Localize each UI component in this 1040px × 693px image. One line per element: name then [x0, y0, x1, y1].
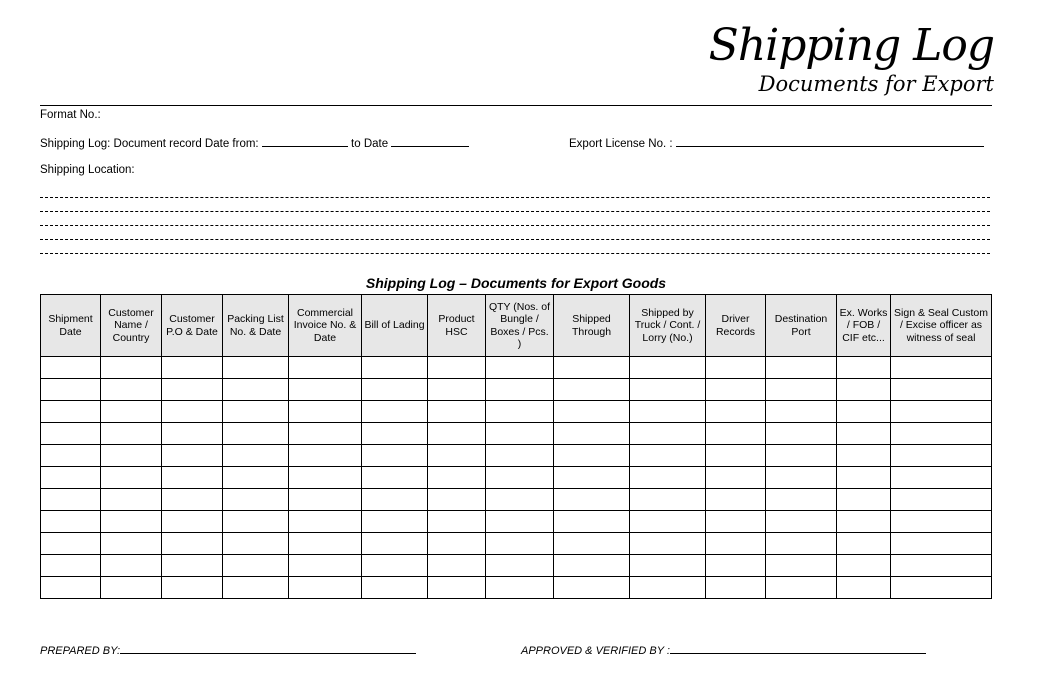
table-cell[interactable]	[362, 511, 428, 533]
approved-by-label: APPROVED & VERIFIED BY :	[521, 645, 670, 657]
table-cell[interactable]	[891, 401, 992, 423]
table-cell[interactable]	[891, 357, 992, 379]
table-cell[interactable]	[289, 379, 362, 401]
table-cell[interactable]	[554, 467, 630, 489]
table-cell[interactable]	[362, 401, 428, 423]
table-cell[interactable]	[486, 555, 554, 577]
table-cell[interactable]	[101, 533, 162, 555]
table-cell[interactable]	[428, 423, 486, 445]
table-cell[interactable]	[630, 401, 706, 423]
table-cell[interactable]	[428, 489, 486, 511]
table-cell[interactable]	[362, 555, 428, 577]
table-cell[interactable]	[289, 445, 362, 467]
table-cell[interactable]	[289, 533, 362, 555]
column-header: Product HSC	[428, 295, 486, 357]
table-cell[interactable]	[630, 445, 706, 467]
table-cell[interactable]	[630, 423, 706, 445]
table-cell[interactable]	[554, 489, 630, 511]
table-cell[interactable]	[101, 467, 162, 489]
table-cell[interactable]	[101, 511, 162, 533]
table-cell[interactable]	[706, 423, 766, 445]
table-row	[41, 489, 992, 511]
date-from-label: Shipping Log: Document record Date from:	[40, 138, 259, 150]
table-cell[interactable]	[41, 357, 101, 379]
table-cell[interactable]	[486, 577, 554, 599]
table-cell[interactable]	[837, 423, 891, 445]
table-cell[interactable]	[630, 533, 706, 555]
export-license-label: Export License No. :	[569, 138, 673, 150]
table-cell[interactable]	[891, 511, 992, 533]
table-cell[interactable]	[223, 379, 289, 401]
table-cell[interactable]	[486, 401, 554, 423]
table-cell[interactable]	[630, 511, 706, 533]
prepared-by-label: PREPARED BY:	[40, 645, 121, 657]
table-cell[interactable]	[837, 533, 891, 555]
table-cell[interactable]	[162, 379, 223, 401]
table-row	[41, 445, 992, 467]
table-cell[interactable]	[41, 423, 101, 445]
table-cell[interactable]	[101, 401, 162, 423]
table-cell[interactable]	[486, 489, 554, 511]
table-cell[interactable]	[162, 533, 223, 555]
table-cell[interactable]	[223, 489, 289, 511]
table-cell[interactable]	[706, 555, 766, 577]
table-cell[interactable]	[223, 445, 289, 467]
table-cell[interactable]	[428, 511, 486, 533]
table-cell[interactable]	[891, 467, 992, 489]
table-cell[interactable]	[162, 357, 223, 379]
approved-by-field[interactable]	[670, 643, 926, 654]
column-header: QTY (Nos. of Bungle / Boxes / Pcs. )	[486, 295, 554, 357]
column-header: Destination Port	[766, 295, 837, 357]
column-header: Packing List No. & Date	[223, 295, 289, 357]
prepared-by-field[interactable]	[120, 643, 416, 654]
table-cell[interactable]	[766, 357, 837, 379]
table-cell[interactable]	[766, 467, 837, 489]
table-cell[interactable]	[362, 379, 428, 401]
export-license-line	[569, 136, 984, 151]
export-license-field[interactable]	[676, 136, 984, 147]
shipping-log-table	[40, 294, 992, 599]
table-cell[interactable]	[101, 577, 162, 599]
column-header: Sign & Seal Custom / Excise officer as witness of seal	[891, 295, 992, 357]
table-cell[interactable]	[837, 379, 891, 401]
table-cell[interactable]	[706, 511, 766, 533]
header-divider	[40, 105, 992, 106]
table-cell[interactable]	[41, 467, 101, 489]
table-cell[interactable]	[101, 379, 162, 401]
table-cell[interactable]	[766, 423, 837, 445]
table-cell[interactable]	[837, 511, 891, 533]
table-cell[interactable]	[428, 445, 486, 467]
table-cell[interactable]	[630, 467, 706, 489]
table-cell[interactable]	[766, 555, 837, 577]
table-cell[interactable]	[362, 577, 428, 599]
table-cell[interactable]	[223, 423, 289, 445]
table-row	[41, 379, 992, 401]
table-row	[41, 577, 992, 599]
table-cell[interactable]	[891, 423, 992, 445]
table-cell[interactable]	[41, 577, 101, 599]
table-row	[41, 533, 992, 555]
table-cell[interactable]	[766, 379, 837, 401]
table-cell[interactable]	[101, 555, 162, 577]
table-cell[interactable]	[766, 533, 837, 555]
table-cell[interactable]	[554, 577, 630, 599]
table-cell[interactable]	[162, 423, 223, 445]
table-cell[interactable]	[41, 511, 101, 533]
table-cell[interactable]	[289, 467, 362, 489]
table-cell[interactable]	[706, 445, 766, 467]
table-cell[interactable]	[223, 555, 289, 577]
table-cell[interactable]	[486, 379, 554, 401]
table-cell[interactable]	[289, 511, 362, 533]
table-cell[interactable]	[223, 511, 289, 533]
table-cell[interactable]	[362, 467, 428, 489]
date-range-line	[40, 136, 469, 151]
table-cell[interactable]	[101, 445, 162, 467]
table-cell[interactable]	[101, 357, 162, 379]
table-cell[interactable]	[289, 555, 362, 577]
shipping-location-line[interactable]	[40, 211, 990, 212]
table-cell[interactable]	[428, 401, 486, 423]
table-cell[interactable]	[891, 577, 992, 599]
table-cell[interactable]	[41, 533, 101, 555]
table-cell[interactable]	[486, 357, 554, 379]
table-cell[interactable]	[41, 379, 101, 401]
table-cell[interactable]	[223, 357, 289, 379]
table-cell[interactable]	[428, 555, 486, 577]
table-cell[interactable]	[706, 379, 766, 401]
table-cell[interactable]	[428, 467, 486, 489]
table-row	[41, 401, 992, 423]
table-row	[41, 357, 992, 379]
table-cell[interactable]	[554, 511, 630, 533]
table-cell[interactable]	[41, 555, 101, 577]
table-cell[interactable]	[362, 357, 428, 379]
table-cell[interactable]	[706, 467, 766, 489]
table-cell[interactable]	[706, 489, 766, 511]
column-header: Commercial Invoice No. & Date	[289, 295, 362, 357]
table-cell[interactable]	[630, 555, 706, 577]
table-cell[interactable]	[554, 555, 630, 577]
table-cell[interactable]	[837, 357, 891, 379]
table-cell[interactable]	[289, 401, 362, 423]
table-cell[interactable]	[101, 423, 162, 445]
shipping-location-line[interactable]	[40, 225, 990, 226]
table-header-row	[41, 295, 992, 357]
table-cell[interactable]	[41, 445, 101, 467]
approved-by-line	[521, 643, 926, 658]
table-cell[interactable]	[486, 533, 554, 555]
table-cell[interactable]	[766, 511, 837, 533]
table-cell[interactable]	[362, 445, 428, 467]
table-cell[interactable]	[289, 357, 362, 379]
table-cell[interactable]	[706, 401, 766, 423]
table-cell[interactable]	[554, 357, 630, 379]
table-row	[41, 555, 992, 577]
format-no-label: Format No.:	[40, 109, 101, 121]
table-cell[interactable]	[554, 379, 630, 401]
table-cell[interactable]	[837, 445, 891, 467]
table-row	[41, 511, 992, 533]
table-cell[interactable]	[101, 489, 162, 511]
table-row	[41, 423, 992, 445]
table-cell[interactable]	[891, 445, 992, 467]
column-header: Ex. Works / FOB / CIF etc...	[837, 295, 891, 357]
table-cell[interactable]	[223, 401, 289, 423]
shipping-location-line[interactable]	[40, 239, 990, 240]
table-cell[interactable]	[289, 489, 362, 511]
prepared-by-line	[40, 643, 416, 658]
table-cell[interactable]	[486, 511, 554, 533]
table-cell[interactable]	[891, 533, 992, 555]
column-header: Shipped by Truck / Cont. / Lorry (No.)	[630, 295, 706, 357]
table-cell[interactable]	[428, 379, 486, 401]
shipping-location-line[interactable]	[40, 197, 990, 198]
table-cell[interactable]	[162, 467, 223, 489]
table-cell[interactable]	[223, 467, 289, 489]
table-cell[interactable]	[486, 467, 554, 489]
table-cell[interactable]	[162, 555, 223, 577]
table-cell[interactable]	[837, 401, 891, 423]
table-cell[interactable]	[554, 533, 630, 555]
table-cell[interactable]	[837, 467, 891, 489]
document-subtitle: Documents for Export	[758, 72, 994, 96]
table-cell[interactable]	[428, 577, 486, 599]
table-cell[interactable]	[428, 533, 486, 555]
table-cell[interactable]	[837, 555, 891, 577]
column-header: Shipment Date	[41, 295, 101, 357]
column-header: Customer Name / Country	[101, 295, 162, 357]
table-cell[interactable]	[630, 357, 706, 379]
table-cell[interactable]	[766, 577, 837, 599]
table-cell[interactable]	[428, 357, 486, 379]
table-cell[interactable]	[362, 489, 428, 511]
shipping-location-label: Shipping Location:	[40, 164, 135, 176]
table-cell[interactable]	[706, 357, 766, 379]
table-cell[interactable]	[289, 423, 362, 445]
column-header: Customer P.O & Date	[162, 295, 223, 357]
table-cell[interactable]	[630, 379, 706, 401]
to-date-label: to Date	[351, 138, 389, 150]
table-cell[interactable]	[554, 423, 630, 445]
table-caption: Shipping Log – Documents for Export Goods	[365, 275, 667, 291]
table-cell[interactable]	[486, 445, 554, 467]
column-header: Shipped Through	[554, 295, 630, 357]
table-cell[interactable]	[630, 577, 706, 599]
table-cell[interactable]	[706, 577, 766, 599]
table-cell[interactable]	[362, 423, 428, 445]
table-cell[interactable]	[223, 577, 289, 599]
table-cell[interactable]	[837, 489, 891, 511]
table-cell[interactable]	[554, 445, 630, 467]
table-cell[interactable]	[162, 445, 223, 467]
column-header: Driver Records	[706, 295, 766, 357]
table-cell[interactable]	[162, 489, 223, 511]
table-cell[interactable]	[706, 533, 766, 555]
table-cell[interactable]	[837, 577, 891, 599]
table-cell[interactable]	[289, 577, 362, 599]
table-cell[interactable]	[630, 489, 706, 511]
document-title: Shipping Log	[708, 20, 994, 71]
table-cell[interactable]	[554, 401, 630, 423]
table-cell[interactable]	[162, 577, 223, 599]
shipping-location-line[interactable]	[40, 253, 990, 254]
column-header: Bill of Lading	[362, 295, 428, 357]
table-cell[interactable]	[486, 423, 554, 445]
table-cell[interactable]	[766, 445, 837, 467]
table-cell[interactable]	[162, 511, 223, 533]
table-cell[interactable]	[891, 555, 992, 577]
table-body	[41, 357, 992, 599]
table-cell[interactable]	[162, 401, 223, 423]
table-cell[interactable]	[223, 533, 289, 555]
table-row	[41, 467, 992, 489]
table-cell[interactable]	[41, 489, 101, 511]
table-cell[interactable]	[41, 401, 101, 423]
to-date-field[interactable]	[391, 136, 469, 147]
table-cell[interactable]	[766, 401, 837, 423]
table-cell[interactable]	[362, 533, 428, 555]
date-from-field[interactable]	[262, 136, 348, 147]
table-cell[interactable]	[891, 489, 992, 511]
table-cell[interactable]	[766, 489, 837, 511]
table-cell[interactable]	[891, 379, 992, 401]
